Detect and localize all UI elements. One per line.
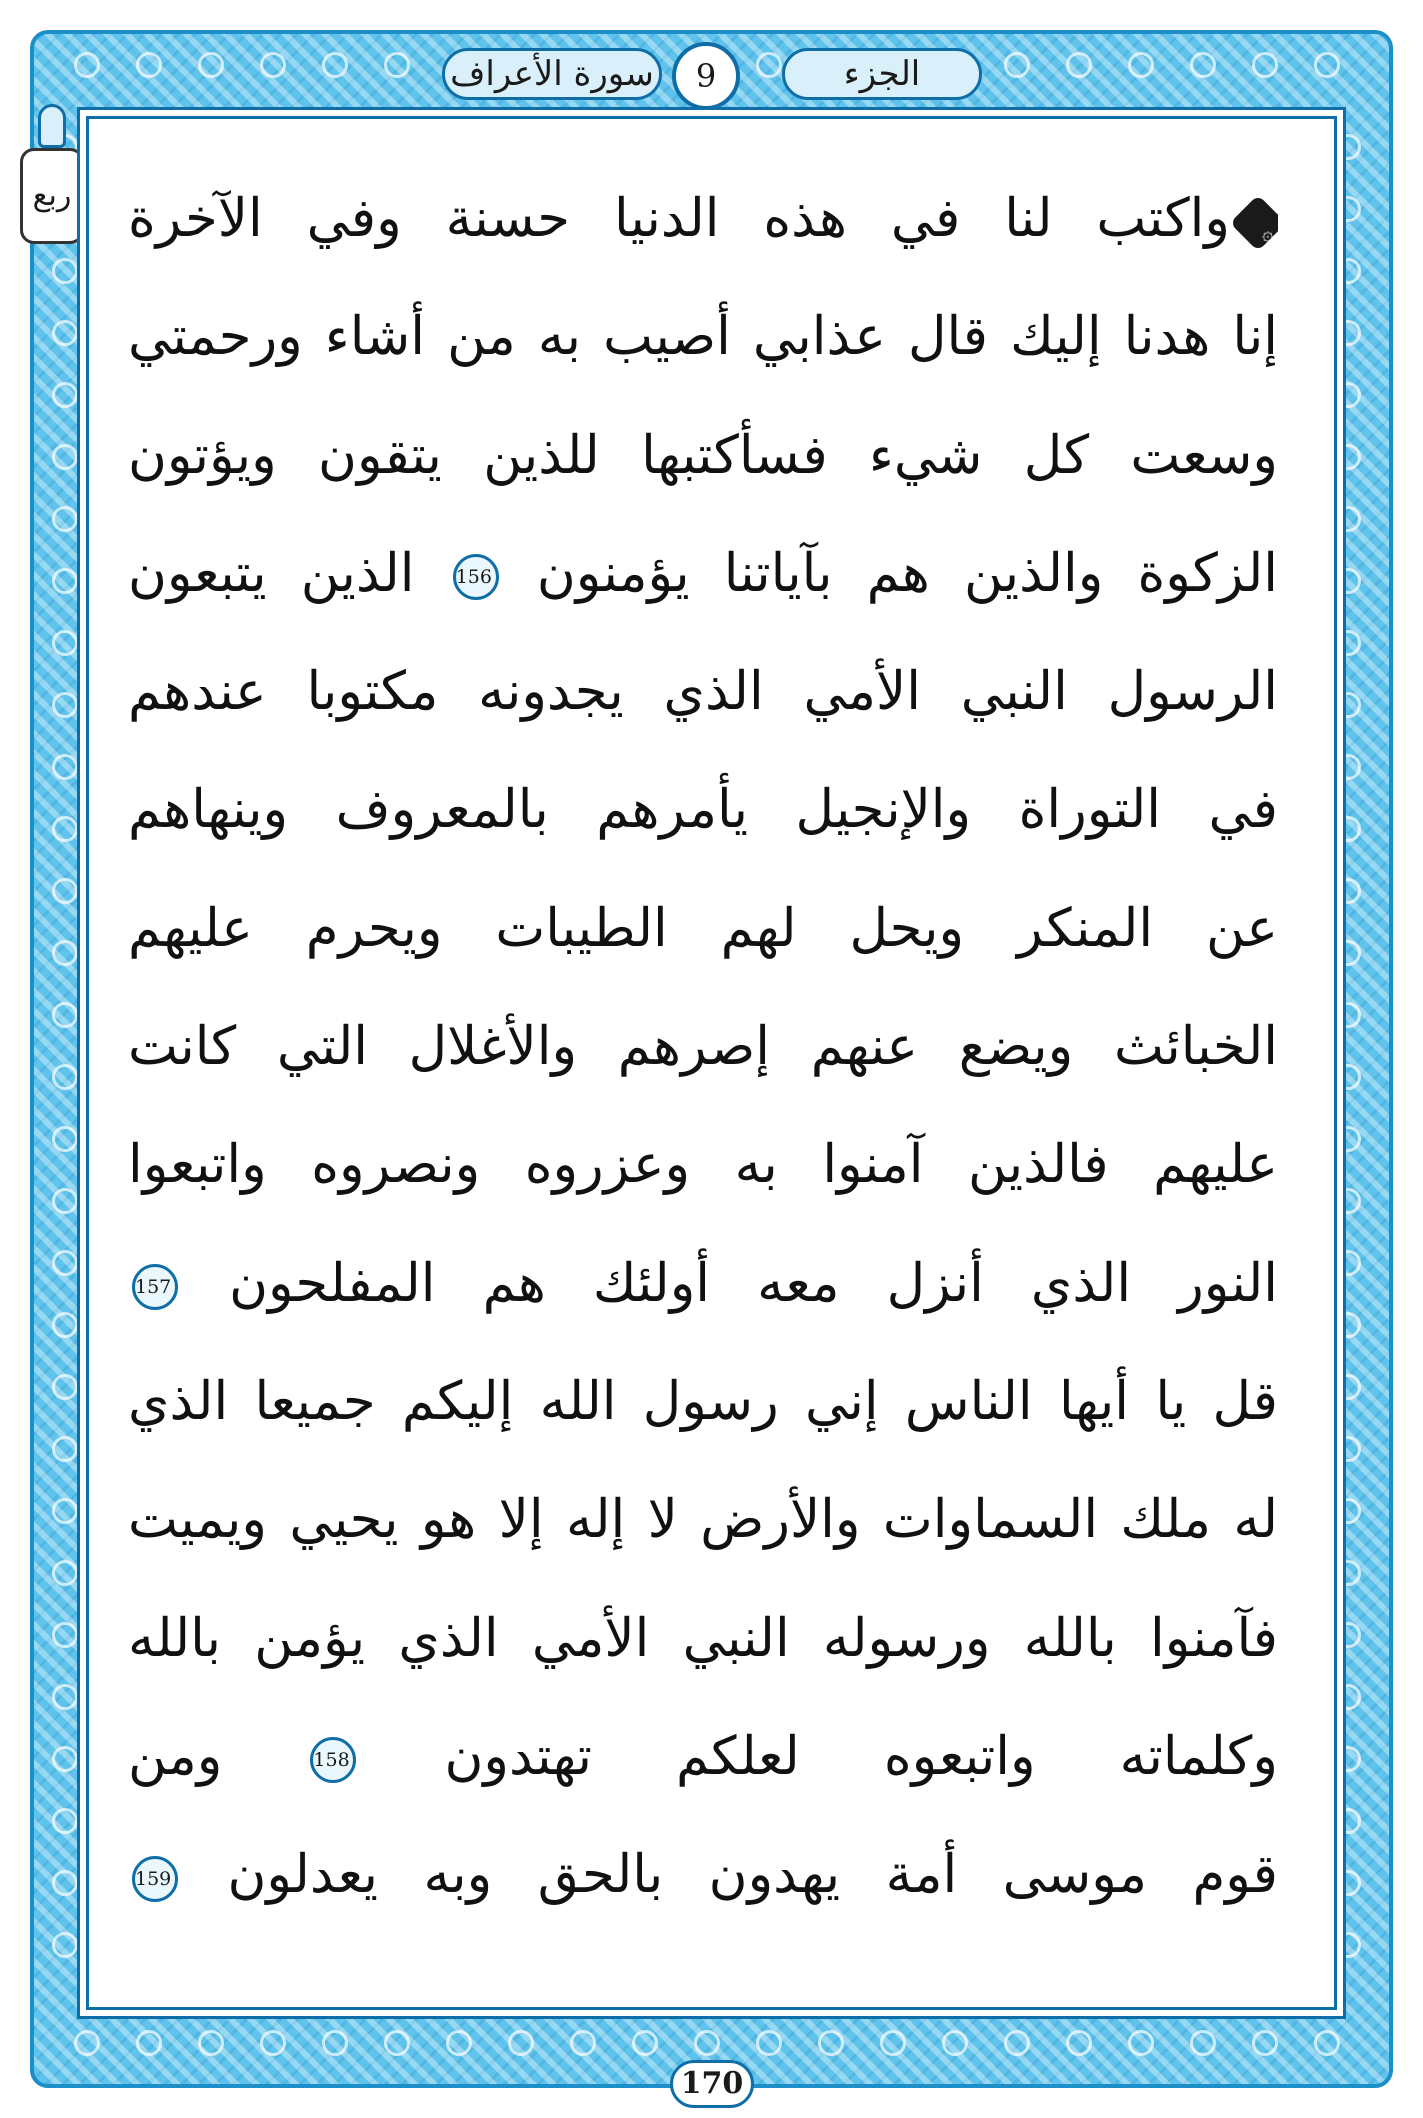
border-ornament-icon: [818, 2030, 844, 2056]
line-text: واكتب لنا في هذه الدنيا حسنة وفي الآخرة: [128, 188, 1230, 249]
border-ornament-icon: [52, 692, 78, 718]
border-ornament-icon: [1252, 52, 1278, 78]
ayah-number-marker: 157: [132, 1264, 178, 1310]
text-line-8: [128, 988, 1278, 1106]
border-ornament-icon: [1335, 568, 1361, 594]
border-ornament-icon: [52, 382, 78, 408]
border-ornament-icon: [52, 1932, 78, 1958]
border-ornament-icon: [1252, 2030, 1278, 2056]
border-ornament-icon: [1335, 816, 1361, 842]
border-ornament-icon: [260, 52, 286, 78]
border-ornament-icon: [1335, 134, 1361, 160]
border-ornament-icon: [1335, 1064, 1361, 1090]
border-ornament-icon: [1335, 444, 1361, 470]
border-ornament-icon: [508, 2030, 534, 2056]
border-ornament-icon: [694, 2030, 720, 2056]
border-ornament-icon: [1335, 1932, 1361, 1958]
border-ornament-icon: [1128, 52, 1154, 78]
line-text: إنا هدنا إليك قال عذابي أصيب به من أشاء ورحمتي: [128, 306, 1278, 368]
border-ornament-icon: [322, 2030, 348, 2056]
ayah-number-marker: 159: [132, 1856, 178, 1902]
text-line-9: [128, 1106, 1278, 1224]
border-ornament-icon: [1335, 1312, 1361, 1338]
border-ornament-icon: [1335, 1808, 1361, 1834]
border-ornament-icon: [136, 2030, 162, 2056]
ayah-number-marker: 156: [453, 554, 499, 600]
page-number: [670, 2060, 754, 2108]
border-ornament-icon: [260, 2030, 286, 2056]
line-text: ومن: [128, 1725, 223, 1787]
page-number-text: 170: [680, 2066, 744, 2101]
border-ornament-icon: [1335, 1622, 1361, 1648]
border-ornament-icon: [52, 258, 78, 284]
line-text: قل يا أيها الناس إني رسول الله إليكم جميعا الذي: [128, 1370, 1278, 1432]
border-ornament-icon: [52, 630, 78, 656]
juz-label: الجزء: [843, 54, 921, 94]
border-ornament-icon: [52, 320, 78, 346]
border-ornament-icon: [52, 1126, 78, 1152]
border-ornament-icon: [1335, 1746, 1361, 1772]
ayah-number-marker: 158: [310, 1737, 356, 1783]
text-line-11: [128, 1343, 1278, 1461]
border-ornament-icon: [1335, 630, 1361, 656]
text-line-2: [128, 278, 1278, 396]
border-ornament-icon: [52, 1188, 78, 1214]
text-line-3: [128, 397, 1278, 515]
border-ornament-icon: [52, 1622, 78, 1648]
border-ornament-icon: [52, 1808, 78, 1834]
border-ornament-icon: [1190, 52, 1216, 78]
border-ornament-icon: [1004, 52, 1030, 78]
border-ornament-icon: [1335, 1188, 1361, 1214]
border-ornament-icon: [1335, 692, 1361, 718]
line-text: له ملك السماوات والأرض لا إله إلا هو يحيي ويميت: [128, 1489, 1278, 1551]
hizb-marker: [20, 148, 84, 244]
border-ornament-icon: [1335, 506, 1361, 532]
border-ornament-icon: [198, 2030, 224, 2056]
border-ornament-icon: [1335, 1436, 1361, 1462]
border-ornament-icon: [570, 2030, 596, 2056]
border-ornament-icon: [1335, 1684, 1361, 1710]
line-text: الخبائث ويضع عنهم إصرهم والأغلال التي كانت: [128, 1016, 1278, 1078]
line-text: الزكوة والذين هم بآياتنا يؤمنون: [536, 542, 1278, 604]
border-ornament-icon: [322, 52, 348, 78]
border-ornament-icon: [1335, 878, 1361, 904]
border-ornament-icon: [52, 1250, 78, 1276]
border-ornament-icon: [384, 2030, 410, 2056]
line-text: فآمنوا بالله ورسوله النبي الأمي الذي يؤمن بالله: [128, 1607, 1278, 1669]
text-line-15: [128, 1816, 1278, 1934]
border-ornament-icon: [52, 1684, 78, 1710]
border-ornament-icon: [74, 52, 100, 78]
border-ornament-icon: [1335, 1002, 1361, 1028]
border-ornament-icon: [136, 52, 162, 78]
border-ornament-icon: [1335, 1250, 1361, 1276]
border-ornament-icon: [52, 1064, 78, 1090]
border-ornament-icon: [52, 1312, 78, 1338]
text-line-1: [128, 160, 1278, 278]
border-ornament-icon: [1335, 1374, 1361, 1400]
border-ornament-icon: [52, 940, 78, 966]
border-ornament-icon: [1314, 2030, 1340, 2056]
border-ornament-icon: [880, 2030, 906, 2056]
border-ornament-icon: [52, 1436, 78, 1462]
border-ornament-icon: [198, 52, 224, 78]
border-ornament-icon: [756, 2030, 782, 2056]
page-header: [442, 42, 982, 110]
line-text: الذين يتبعون: [128, 542, 415, 604]
border-ornament-icon: [52, 1002, 78, 1028]
border-ornament-icon: [1190, 2030, 1216, 2056]
text-line-10: [128, 1225, 1278, 1343]
juz-number: 9: [695, 57, 717, 95]
border-ornament-icon: [52, 1498, 78, 1524]
border-ornament-icon: [1314, 52, 1340, 78]
border-ornament-icon: [384, 52, 410, 78]
border-ornament-icon: [52, 816, 78, 842]
line-text: عن المنكر ويحل لهم الطيبات ويحرم عليهم: [128, 897, 1278, 959]
line-text: وكلماته واتبعوه لعلكم تهتدون: [444, 1725, 1278, 1787]
text-line-12: [128, 1461, 1278, 1579]
border-ornament-icon: [446, 2030, 472, 2056]
border-ornament-icon: [52, 754, 78, 780]
hizb-marker-label: ربع: [32, 178, 72, 213]
border-ornament-icon: [942, 2030, 968, 2056]
border-ornament-icon: [52, 1560, 78, 1586]
text-line-5: [128, 633, 1278, 751]
border-ornament-icon: [1335, 196, 1361, 222]
surah-name-plaque: [442, 48, 662, 100]
quran-text: [128, 160, 1278, 1935]
hizb-ornament-icon: [38, 104, 66, 148]
line-text: عليهم فالذين آمنوا به وعزروه ونصروه واتبعوا: [128, 1134, 1278, 1196]
border-ornament-icon: [632, 2030, 658, 2056]
border-ornament-icon: [1335, 1560, 1361, 1586]
border-ornament-icon: [74, 2030, 100, 2056]
border-ornament-icon: [1335, 1126, 1361, 1152]
line-text: في التوراة والإنجيل يأمرهم بالمعروف وينهاهم: [128, 779, 1278, 841]
juz-label-plaque: [782, 48, 982, 100]
text-line-14: [128, 1698, 1278, 1816]
border-ornament-icon: [1335, 320, 1361, 346]
border-ornament-icon: [1066, 52, 1092, 78]
border-ornament-icon: [1335, 1870, 1361, 1896]
border-ornament-icon: [52, 444, 78, 470]
border-ornament-icon: [1335, 754, 1361, 780]
border-ornament-icon: [1335, 1498, 1361, 1524]
border-ornament-icon: [52, 878, 78, 904]
border-ornament-icon: [1004, 2030, 1030, 2056]
line-text: النور الذي أنزل معه أولئك هم المفلحون: [229, 1252, 1278, 1314]
text-line-13: [128, 1580, 1278, 1698]
border-ornament-icon: [52, 1374, 78, 1400]
text-line-6: [128, 751, 1278, 869]
line-text: قوم موسى أمة يهدون بالحق وبه يعدلون: [227, 1844, 1278, 1906]
text-line-7: [128, 870, 1278, 988]
juz-number-medallion: [672, 42, 740, 110]
line-text: وسعت كل شيء فسأكتبها للذين يتقون ويؤتون: [128, 424, 1278, 486]
border-ornament-icon: [1335, 382, 1361, 408]
rub-el-hizb-icon: ۞: [1230, 194, 1278, 251]
border-ornament-icon: [1335, 258, 1361, 284]
border-ornament-icon: [1066, 2030, 1092, 2056]
border-ornament-icon: [52, 506, 78, 532]
border-ornament-icon: [1335, 940, 1361, 966]
surah-name: سورة الأعراف: [450, 54, 654, 94]
border-ornament-icon: [52, 568, 78, 594]
border-ornament-icon: [1128, 2030, 1154, 2056]
border-ornament-icon: [52, 1870, 78, 1896]
border-ornament-icon: [52, 1746, 78, 1772]
line-text: الرسول النبي الأمي الذي يجدونه مكتوبا عندهم: [128, 661, 1278, 723]
text-line-4: [128, 515, 1278, 633]
